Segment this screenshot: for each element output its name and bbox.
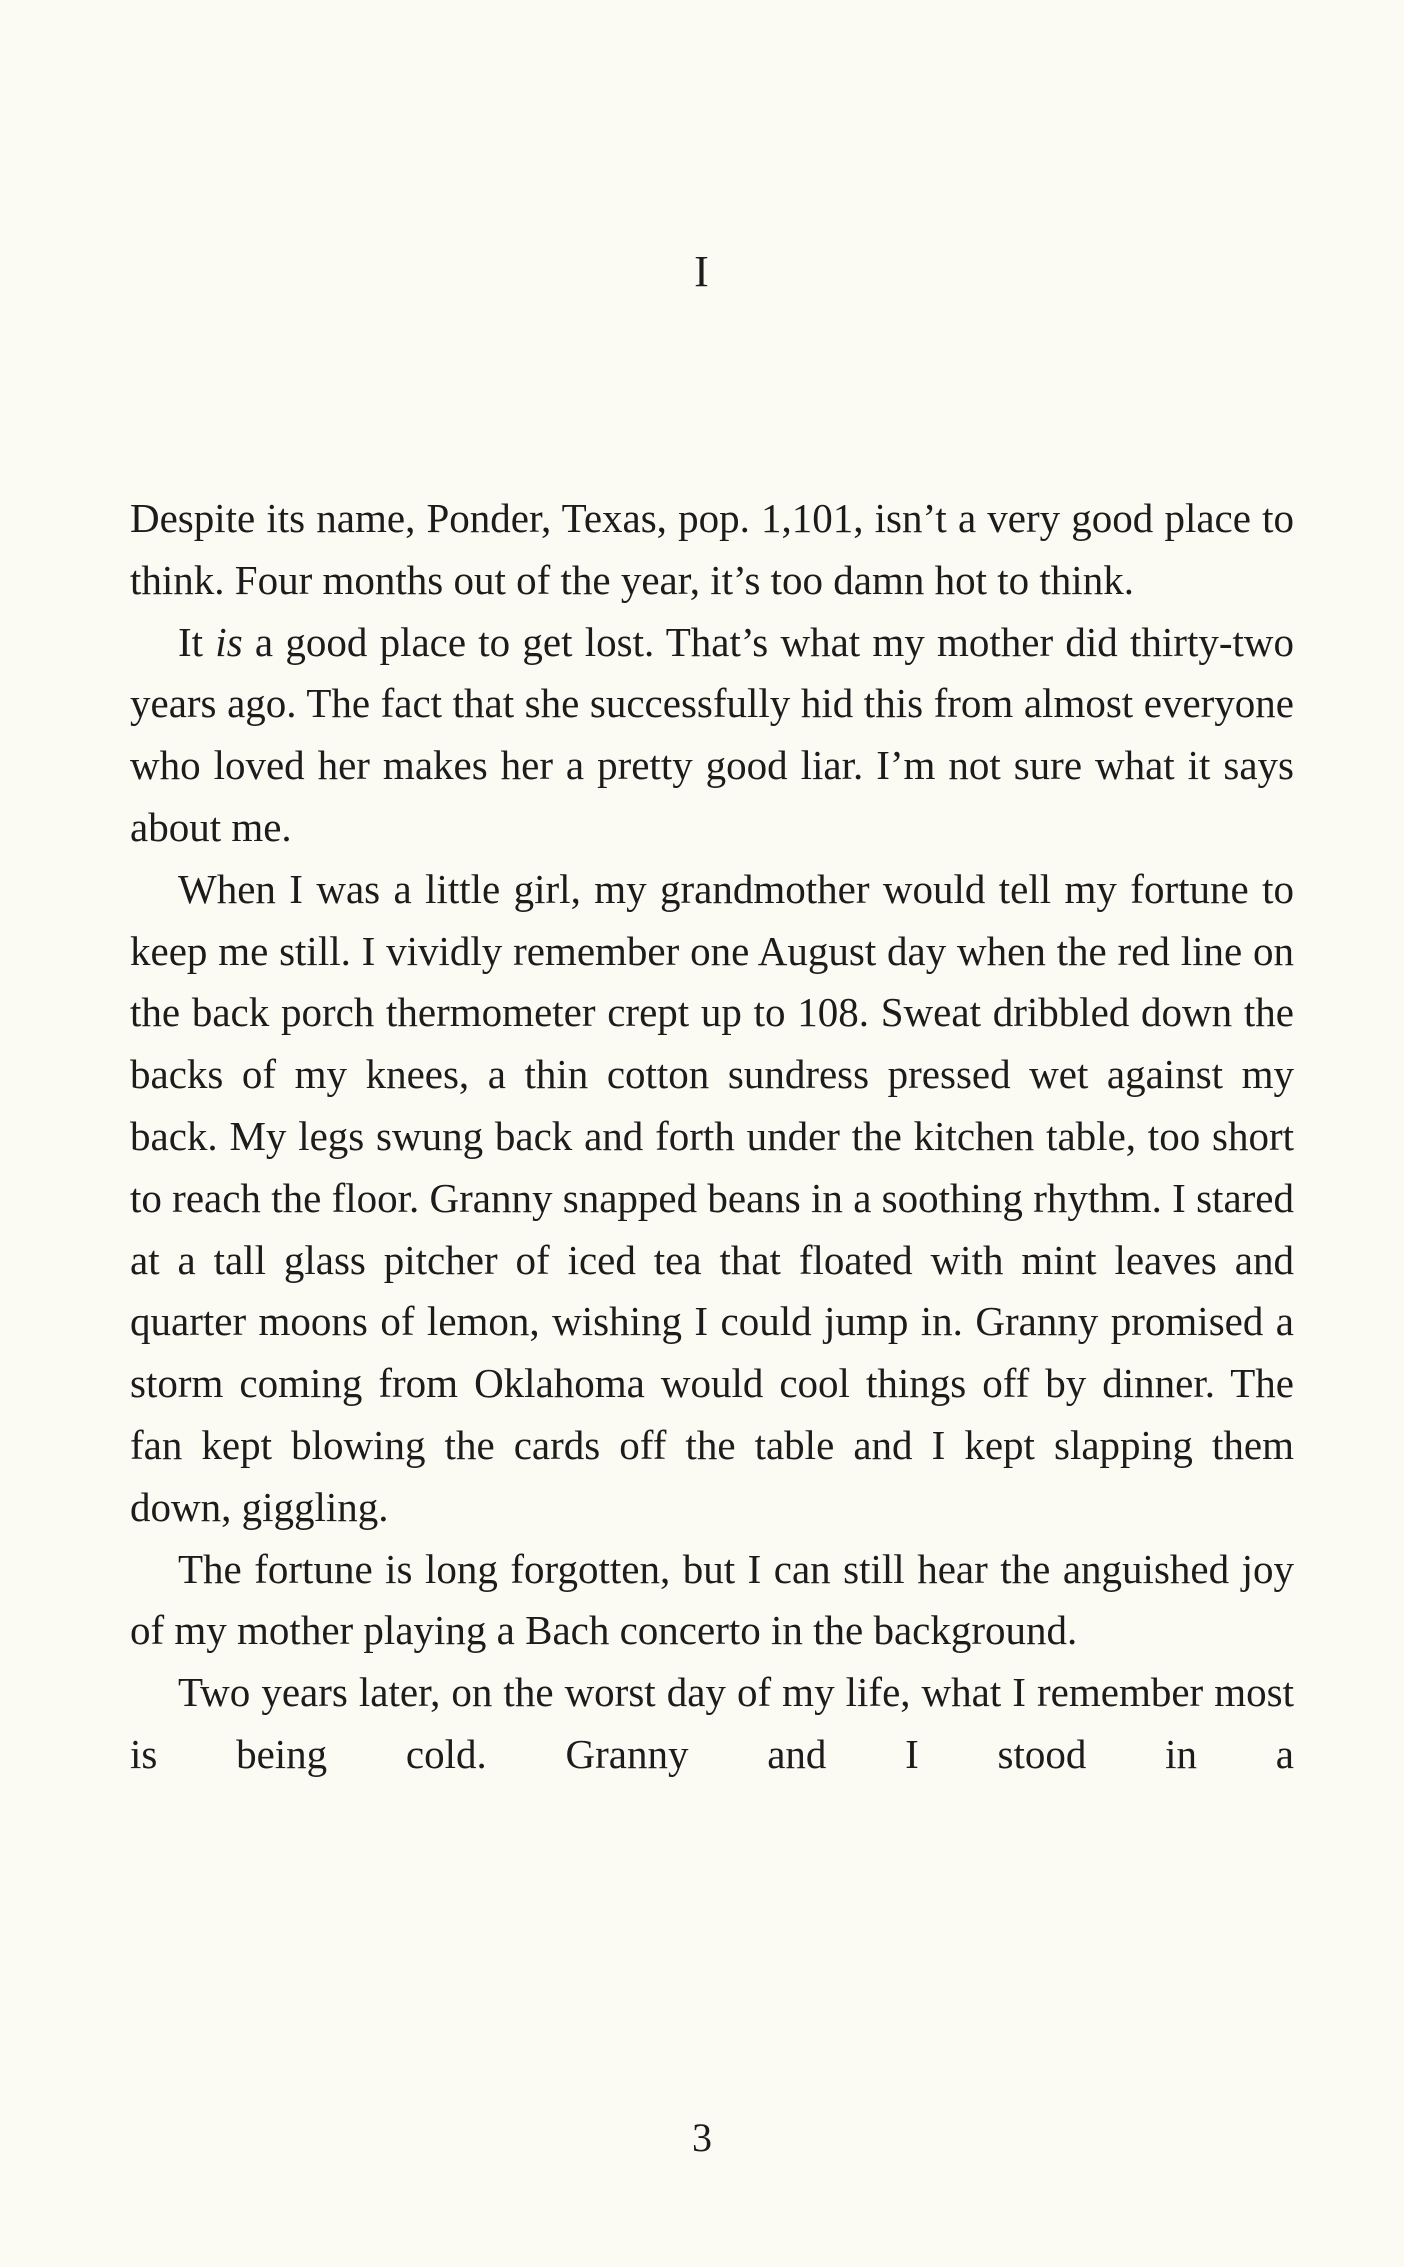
paragraph-3: When I was a little girl, my grandmother would tell my fortune to keep me still. I vividly remember one August day when the red line on the back porch thermometer crept up to 108. Sweat dribbled down the backs of my knees, a thin cotton sundress pressed wet against my back. My legs swung back and forth under the kitchen table, too short to reach the floor. Granny snapped beans in a soothing rhythm. I stared at a tall glass pitcher of iced tea that floated with mint leaves and quarter moons of lemon, wishing I could jump in. Granny promised a storm coming from Oklahoma would cool things off by dinner. The fan kept blowing the cards off the table and I kept slapping them down, giggling.	[130, 865, 1294, 1530]
paragraph-4: The fortune is long forgotten, but I can still hear the anguished joy of my mother playing a Bach concerto in the background.	[130, 1545, 1294, 1654]
chapter-number: I	[694, 247, 710, 296]
paragraph-2	[130, 612, 1294, 859]
paragraph-2-rest: a good place to get lost. That’s what my mother did thirty-two years ago. The fact that she successfully hid this from almost everyone who loved her makes her a pretty good liar. I’m not sure what it says about me.	[130, 618, 1295, 850]
page-number: 3	[692, 2115, 712, 2160]
paragraph-5: Two years later, on the worst day of my life, what I remember most is being cold. Granny and I stood in a	[130, 1669, 1294, 1777]
paragraph-2-lead: It	[178, 618, 216, 665]
paragraph-2-emphasis: is	[215, 618, 243, 665]
chapter-body	[130, 488, 1294, 1786]
paragraph-1: Despite its name, Ponder, Texas, pop. 1,101, isn’t a very good place to think. Four months out of the year, it’s too damn hot to think.	[130, 495, 1294, 603]
